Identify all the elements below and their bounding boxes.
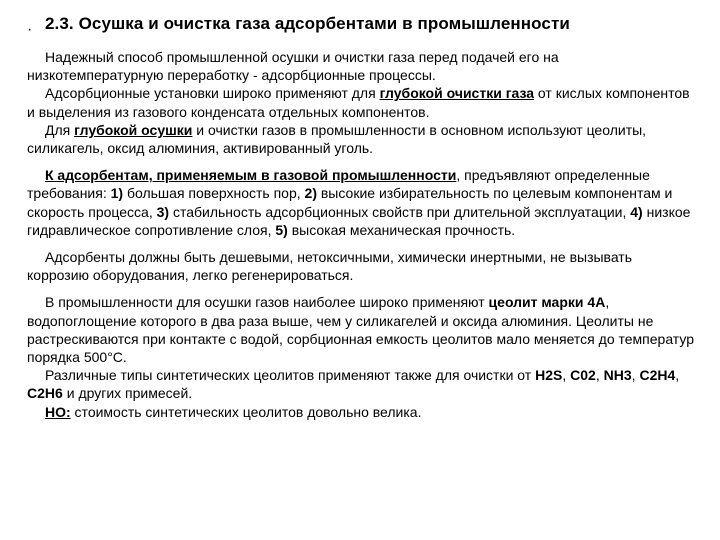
p3-text-before: Для bbox=[45, 121, 75, 138]
c2h6-sub-h: 6 bbox=[55, 385, 63, 402]
formula-nh3 bbox=[604, 367, 632, 383]
p6-text-after: , водопоглощение которого в два раза выше, чем у силикагелей и оксида алюминия. Цеолиты не растрескиваются при контакте с водой, сорбционная емкость цеолитов мало меняется до температур порядка 500°С. bbox=[27, 294, 694, 366]
c2h6-sub-c: 2 bbox=[37, 385, 45, 402]
p3-text-after: и очистки газов в промышленности в основном используют цеолиты, силикагель, оксид алюминия, активированный уголь. bbox=[27, 121, 647, 157]
p7-text-after: и других примесей. bbox=[62, 385, 193, 402]
c2h4-h: H bbox=[657, 367, 668, 384]
body-text bbox=[27, 48, 695, 421]
co2-c: C0 bbox=[570, 367, 589, 384]
p7-text-before: Различные типы синтетических цеолитов применяют также для очистки от bbox=[45, 367, 536, 384]
p4-text-2: большая поверхность пор, bbox=[123, 185, 305, 202]
p3-emphasis: глубокой осушки bbox=[74, 121, 193, 138]
c2h4-sub-h: 4 bbox=[667, 367, 676, 384]
p2-text-before: Адсорбционные установки широко применяют для bbox=[45, 85, 380, 102]
paragraph-3 bbox=[27, 121, 695, 157]
c2h4-sub-c: 2 bbox=[649, 367, 658, 384]
formula-co2 bbox=[570, 367, 596, 383]
p1-text: Надежный способ промышленной осушки и очистки газа перед подачей его на низкотемпературную переработку - адсорбционные процессы. bbox=[27, 49, 559, 84]
p4-num-3: 3) bbox=[156, 203, 170, 220]
sep-2: , bbox=[595, 367, 604, 384]
p4-num-4: 4) bbox=[630, 203, 643, 220]
p2-emphasis: глубокой очистки газа bbox=[379, 85, 535, 102]
paragraph-8 bbox=[27, 403, 695, 421]
h2s-sub: 2 bbox=[545, 367, 554, 384]
p4-text-1: , предъявляют определенные требования: bbox=[27, 167, 650, 202]
paragraph-5 bbox=[27, 248, 695, 284]
nh3-sub: 3 bbox=[623, 367, 632, 384]
page-title: 2.3. Осушка и очистка газа адсорбентами в промышленности bbox=[45, 14, 570, 33]
sep-3: , bbox=[631, 367, 640, 384]
p4-num-1: 1) bbox=[110, 185, 124, 202]
paragraph-6 bbox=[27, 293, 695, 366]
paragraph-2 bbox=[27, 84, 695, 120]
formula-c2h4 bbox=[639, 367, 675, 383]
p8-text-after: стоимость синтетических цеолитов довольно велика. bbox=[70, 403, 422, 420]
p5-text: Адсорбенты должны быть дешевыми, нетоксичными, химически инертными, не вызывать коррозию оборудования, легко регенерироваться. bbox=[27, 249, 633, 284]
c2h4-c: C bbox=[639, 367, 650, 384]
p4-text-4: стабильность адсорбционных свойств при длительной эксплуатации, bbox=[169, 203, 631, 220]
h2s-h: H bbox=[535, 367, 546, 384]
p4-text-3: высокие избирательность по целевым компонентам и скорость процесса, bbox=[27, 185, 673, 220]
paragraph-7 bbox=[27, 366, 695, 402]
co2-sub: 2 bbox=[588, 367, 596, 384]
p8-emphasis: НО: bbox=[45, 403, 71, 420]
p4-text-6: высокая механическая прочность. bbox=[287, 221, 516, 238]
h2s-s: S bbox=[553, 367, 563, 384]
c2h6-h: H bbox=[44, 385, 56, 402]
sep-1: , bbox=[562, 367, 571, 384]
paragraph-4 bbox=[27, 166, 695, 239]
p4-lead: К адсорбентам, применяемым в газовой промышленности bbox=[45, 167, 457, 184]
p4-text-5: низкое гидравлическое сопротивление слоя, bbox=[27, 203, 691, 238]
c2h6-c: C bbox=[27, 385, 38, 402]
p6-emphasis: цеолит марки 4А bbox=[488, 294, 606, 311]
formula-h2s bbox=[535, 367, 562, 383]
sep-4: , bbox=[675, 367, 680, 384]
nh3-n: NH bbox=[603, 367, 624, 384]
paragraph-1 bbox=[27, 48, 695, 84]
p4-num-5: 5) bbox=[275, 221, 288, 238]
p2-text-after: от кислых компонентов и выделения из газового конденсата отдельных компонентов. bbox=[27, 85, 690, 120]
p4-num-2: 2) bbox=[304, 185, 317, 202]
title-bullet: · bbox=[27, 21, 33, 38]
formula-c2h6 bbox=[27, 385, 63, 401]
p6-text-before: В промышленности для осушки газов наиболее широко применяют bbox=[45, 294, 489, 311]
